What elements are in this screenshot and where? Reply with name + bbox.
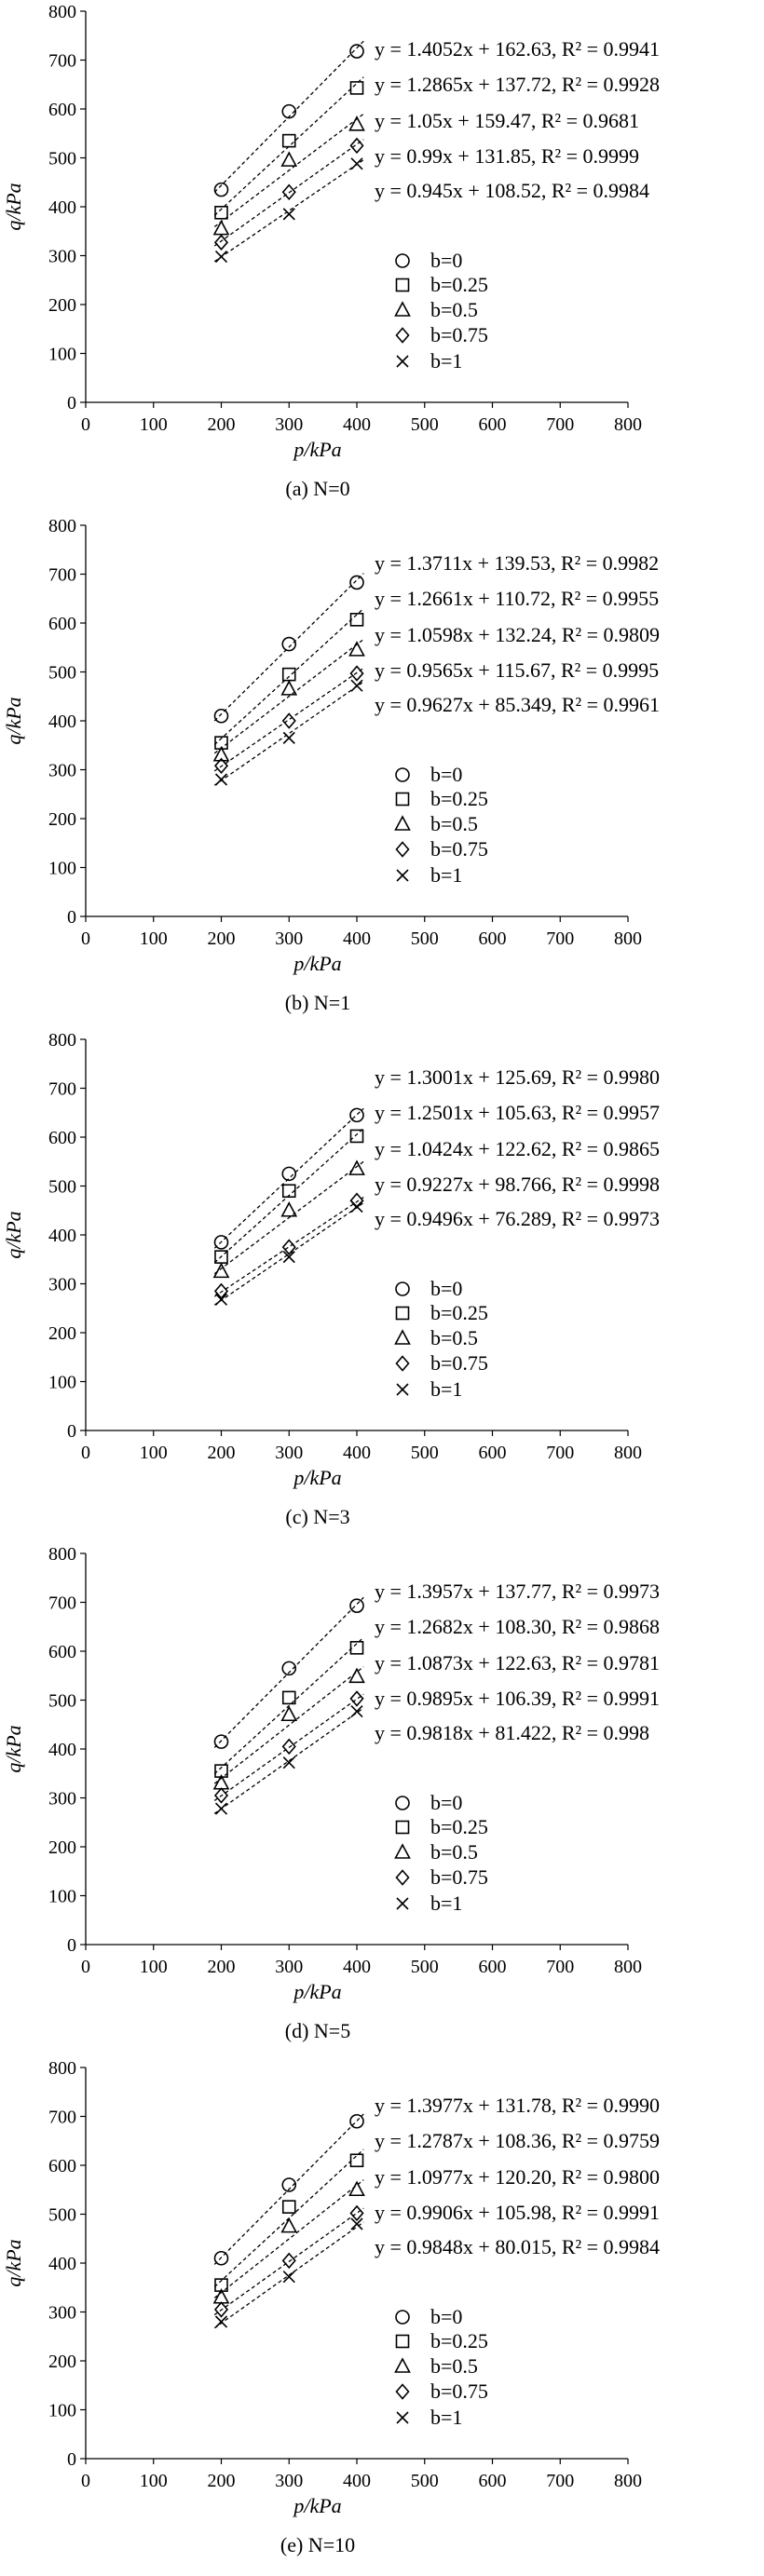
chart-panel-0 (2, 2, 660, 500)
legend-marker-3 (397, 2385, 409, 2399)
chart-panel-4 (2, 2058, 660, 2556)
x-tick-label: 600 (478, 1443, 507, 1463)
y-tick-label: 200 (48, 809, 76, 830)
x-tick-label: 300 (275, 1443, 304, 1463)
legend-label-4: b=1 (430, 863, 463, 887)
data-point-1-2 (351, 1130, 363, 1142)
data-point-4-0 (216, 1294, 227, 1305)
x-tick-label: 700 (546, 2471, 575, 2491)
y-tick-label: 200 (48, 2352, 76, 2372)
fit-line-2 (214, 114, 363, 226)
data-point-4-2 (351, 1706, 362, 1717)
y-axis-title: q/kPa (2, 697, 25, 745)
legend-marker-3 (397, 1871, 409, 1885)
fit-line-3 (214, 1198, 363, 1297)
x-tick-label: 400 (343, 929, 371, 949)
fit-equation-2: y = 1.0424x + 122.62, R² = 0.9865 (375, 1137, 660, 1160)
fit-equation-3: y = 0.99x + 131.85, R² = 0.9999 (375, 144, 639, 168)
data-point-4-0 (216, 2316, 227, 2327)
x-tick-label: 600 (478, 414, 507, 435)
data-point-1-1 (283, 135, 295, 147)
fit-equation-0: y = 1.3001x + 125.69, R² = 0.9980 (375, 1065, 660, 1089)
fit-equation-1: y = 1.2865x + 137.72, R² = 0.9928 (375, 73, 660, 96)
y-tick-label: 500 (48, 1690, 76, 1712)
fit-line-4 (214, 160, 363, 262)
x-tick-label: 500 (410, 929, 439, 949)
y-tick-label: 800 (48, 1030, 76, 1051)
x-tick-label: 800 (614, 2471, 642, 2491)
y-tick-label: 100 (48, 858, 76, 879)
y-tick-label: 500 (48, 1176, 76, 1198)
y-tick-label: 700 (48, 50, 76, 72)
legend-label-1: b=0.25 (430, 787, 488, 810)
x-tick-label: 200 (207, 414, 236, 435)
legend-marker-2 (396, 817, 410, 830)
y-tick-label: 400 (48, 712, 76, 732)
y-tick-label: 300 (48, 1788, 76, 1810)
fit-equation-4: y = 0.9818x + 81.422, R² = 0.998 (375, 1721, 649, 1744)
legend-marker-4 (397, 1898, 408, 1909)
data-point-2-2 (350, 1669, 364, 1682)
legend-marker-0 (396, 1282, 409, 1295)
fit-line-4 (214, 1708, 363, 1813)
fit-equation-0: y = 1.3711x + 139.53, R² = 0.9982 (375, 551, 660, 575)
y-tick-label: 0 (67, 2449, 76, 2470)
legend-marker-0 (396, 768, 409, 781)
legend-label-0: b=0 (430, 1791, 463, 1814)
x-axis-title: p/kPa (293, 952, 342, 975)
fit-equation-1: y = 1.2682x + 108.30, R² = 0.9868 (375, 1615, 660, 1638)
y-axis-title: q/kPa (2, 1725, 25, 1773)
x-tick-label: 0 (81, 1443, 90, 1463)
y-tick-label: 700 (48, 2107, 76, 2128)
x-tick-label: 500 (410, 414, 439, 435)
data-point-2-1 (282, 2219, 296, 2232)
legend-label-1: b=0.25 (430, 1815, 488, 1838)
y-axis-title: q/kPa (2, 2239, 25, 2287)
data-point-4-1 (283, 2271, 294, 2283)
data-point-3-2 (351, 139, 363, 153)
y-tick-label: 200 (48, 1323, 76, 1344)
x-tick-label: 200 (207, 929, 236, 949)
y-tick-label: 400 (48, 1740, 76, 1760)
y-tick-label: 800 (48, 2058, 76, 2079)
legend-label-1: b=0.25 (430, 2329, 488, 2352)
legend-label-1: b=0.25 (430, 273, 488, 296)
data-point-0-2 (350, 2115, 363, 2128)
data-point-0-1 (282, 1167, 295, 1180)
panel-caption: (e) N=10 (280, 2533, 356, 2556)
x-tick-label: 0 (81, 2471, 90, 2491)
x-tick-label: 700 (546, 1443, 575, 1463)
x-tick-label: 500 (410, 1957, 439, 1977)
data-point-1-2 (351, 82, 363, 94)
y-tick-label: 400 (48, 2254, 76, 2274)
y-tick-label: 800 (48, 516, 76, 536)
data-point-0-0 (215, 1735, 228, 1748)
legend-marker-1 (397, 1308, 409, 1320)
legend-marker-3 (397, 1357, 409, 1371)
x-tick-label: 100 (139, 414, 168, 435)
y-tick-label: 300 (48, 1274, 76, 1295)
legend-marker-2 (396, 2359, 410, 2372)
y-tick-label: 500 (48, 148, 76, 169)
fit-equation-1: y = 1.2787x + 108.36, R² = 0.9759 (375, 2129, 660, 2152)
y-tick-label: 600 (48, 614, 76, 634)
fit-line-0 (214, 574, 363, 721)
data-point-3-2 (351, 2206, 363, 2220)
x-tick-label: 400 (343, 414, 371, 435)
x-tick-label: 500 (410, 2471, 439, 2491)
y-tick-label: 500 (48, 662, 76, 684)
x-tick-label: 300 (275, 929, 304, 949)
legend-marker-4 (397, 870, 408, 881)
panel-caption: (b) N=1 (284, 991, 351, 1014)
chart-panel-1 (2, 516, 660, 1014)
fit-equation-4: y = 0.9627x + 85.349, R² = 0.9961 (375, 693, 660, 716)
x-tick-label: 200 (207, 1443, 236, 1463)
legend-label-0: b=0 (430, 1277, 463, 1300)
data-point-2-0 (214, 1264, 228, 1277)
legend-marker-1 (397, 279, 409, 291)
y-tick-label: 100 (48, 1372, 76, 1393)
fit-equation-2: y = 1.0873x + 122.63, R² = 0.9781 (375, 1651, 660, 1674)
fit-equation-4: y = 0.9496x + 76.289, R² = 0.9973 (375, 1207, 660, 1230)
legend-label-3: b=0.75 (430, 837, 488, 861)
y-tick-label: 800 (48, 1544, 76, 1565)
fit-line-0 (214, 2114, 363, 2264)
x-tick-label: 100 (139, 1957, 168, 1977)
legend-label-3: b=0.75 (430, 323, 488, 346)
fit-equation-0: y = 1.3957x + 137.77, R² = 0.9973 (375, 1579, 660, 1603)
data-point-1-2 (351, 1642, 363, 1654)
y-tick-label: 0 (67, 1935, 76, 1956)
y-tick-label: 400 (48, 1226, 76, 1246)
fit-line-3 (214, 140, 363, 246)
fit-equation-0: y = 1.4052x + 162.63, R² = 0.9941 (375, 37, 660, 61)
legend-marker-3 (397, 329, 409, 343)
fit-equation-3: y = 0.9565x + 115.67, R² = 0.9995 (375, 658, 660, 682)
data-point-4-0 (216, 774, 227, 785)
x-tick-label: 600 (478, 1957, 507, 1977)
data-point-1-1 (283, 669, 295, 681)
x-tick-label: 600 (478, 2471, 507, 2491)
y-tick-label: 800 (48, 2, 76, 22)
x-tick-label: 500 (410, 1443, 439, 1463)
legend-label-0: b=0 (430, 249, 463, 272)
x-tick-label: 400 (343, 1443, 371, 1463)
fit-equation-1: y = 1.2501x + 105.63, R² = 0.9957 (375, 1101, 660, 1124)
fit-equation-3: y = 0.9227x + 98.766, R² = 0.9998 (375, 1173, 660, 1196)
x-axis-title: p/kPa (293, 2494, 342, 2517)
legend-marker-0 (396, 254, 409, 267)
x-tick-label: 0 (81, 929, 90, 949)
fit-equation-3: y = 0.9906x + 105.98, R² = 0.9991 (375, 2201, 660, 2224)
data-point-4-0 (216, 251, 227, 263)
y-tick-label: 600 (48, 1128, 76, 1148)
data-point-0-2 (350, 576, 363, 589)
x-tick-label: 400 (343, 2471, 371, 2491)
x-tick-label: 400 (343, 1957, 371, 1977)
legend-label-3: b=0.75 (430, 2379, 488, 2403)
y-axis-title: q/kPa (2, 183, 25, 231)
x-tick-label: 700 (546, 414, 575, 435)
fit-equation-2: y = 1.0977x + 120.20, R² = 0.9800 (375, 2165, 660, 2189)
legend-label-1: b=0.25 (430, 1301, 488, 1324)
fit-line-3 (214, 1694, 363, 1800)
y-tick-label: 600 (48, 2156, 76, 2176)
legend-marker-2 (396, 1845, 410, 1858)
legend-marker-4 (397, 356, 408, 367)
legend-label-0: b=0 (430, 2305, 463, 2328)
fit-line-1 (214, 608, 363, 744)
data-point-3-1 (283, 1740, 295, 1754)
y-tick-label: 200 (48, 295, 76, 316)
x-tick-label: 800 (614, 1443, 642, 1463)
legend-marker-1 (397, 793, 409, 806)
x-tick-label: 200 (207, 1957, 236, 1977)
data-point-4-2 (351, 680, 362, 691)
legend-marker-3 (397, 843, 409, 857)
fit-equation-2: y = 1.05x + 159.47, R² = 0.9681 (375, 109, 639, 132)
x-tick-label: 100 (139, 1443, 168, 1463)
data-point-2-2 (350, 2182, 364, 2195)
legend-label-4: b=1 (430, 1891, 463, 1915)
x-tick-label: 100 (139, 2471, 168, 2491)
x-tick-label: 600 (478, 929, 507, 949)
y-tick-label: 300 (48, 2302, 76, 2324)
y-tick-label: 600 (48, 1642, 76, 1662)
x-tick-label: 0 (81, 414, 90, 435)
legend-marker-4 (397, 1384, 408, 1395)
panel-caption: (a) N=0 (285, 477, 350, 500)
chart-panel-2 (2, 1030, 660, 1528)
x-tick-label: 0 (81, 1957, 90, 1977)
y-tick-label: 300 (48, 760, 76, 781)
data-point-2-1 (282, 153, 296, 166)
data-point-1-1 (283, 2201, 295, 2213)
legend-marker-1 (397, 2336, 409, 2348)
x-axis-title: p/kPa (293, 1980, 342, 2003)
x-tick-label: 300 (275, 414, 304, 435)
data-point-0-0 (215, 710, 228, 723)
y-tick-label: 0 (67, 907, 76, 928)
chart-panel-3 (2, 1544, 660, 2042)
fit-line-2 (214, 639, 363, 752)
x-tick-label: 800 (614, 929, 642, 949)
fit-equation-3: y = 0.9895x + 106.39, R² = 0.9991 (375, 1687, 660, 1710)
x-tick-label: 100 (139, 929, 168, 949)
legend-label-3: b=0.75 (430, 1351, 488, 1375)
legend-label-0: b=0 (430, 763, 463, 786)
data-point-0-1 (282, 638, 295, 651)
legend-marker-2 (396, 303, 410, 316)
fit-equation-4: y = 0.945x + 108.52, R² = 0.9984 (375, 179, 649, 202)
data-point-3-1 (283, 2254, 295, 2268)
x-tick-label: 800 (614, 414, 642, 435)
y-tick-label: 100 (48, 2400, 76, 2421)
legend-marker-4 (397, 2412, 408, 2423)
data-point-4-2 (351, 158, 362, 169)
data-point-0-2 (350, 45, 363, 58)
data-point-0-2 (350, 1108, 363, 1121)
y-tick-label: 500 (48, 2204, 76, 2226)
legend-label-4: b=1 (430, 2406, 463, 2429)
fit-equation-0: y = 1.3977x + 131.78, R² = 0.9990 (375, 2094, 660, 2117)
legend-label-2: b=0.5 (430, 1326, 478, 1349)
y-tick-label: 300 (48, 246, 76, 267)
legend-marker-0 (396, 2311, 409, 2324)
fit-line-3 (214, 2208, 363, 2314)
y-axis-title: q/kPa (2, 1211, 25, 1259)
y-tick-label: 700 (48, 1593, 76, 1614)
x-tick-label: 700 (546, 1957, 575, 1977)
data-point-4-2 (351, 1201, 362, 1213)
y-tick-label: 0 (67, 393, 76, 414)
data-point-3-2 (351, 1691, 363, 1705)
x-tick-label: 800 (614, 1957, 642, 1977)
y-tick-label: 400 (48, 197, 76, 218)
y-tick-label: 600 (48, 100, 76, 120)
panel-caption: (d) N=5 (284, 2019, 351, 2042)
fit-line-4 (214, 682, 363, 785)
x-axis-title: p/kPa (293, 438, 342, 461)
data-point-3-1 (283, 714, 295, 728)
x-tick-label: 700 (546, 929, 575, 949)
fit-line-2 (214, 1667, 363, 1784)
data-point-0-2 (350, 1599, 363, 1612)
fit-equation-1: y = 1.2661x + 110.72, R² = 0.9955 (375, 587, 660, 610)
data-point-4-1 (283, 1757, 294, 1769)
legend-marker-2 (396, 1331, 410, 1344)
panel-caption: (c) N=3 (285, 1505, 350, 1528)
fit-equation-2: y = 1.0598x + 132.24, R² = 0.9809 (375, 623, 660, 646)
fit-line-3 (214, 668, 363, 770)
data-point-2-0 (214, 222, 228, 235)
x-tick-label: 300 (275, 2471, 304, 2491)
legend-label-2: b=0.5 (430, 298, 478, 321)
y-tick-label: 0 (67, 1421, 76, 1442)
x-tick-label: 300 (275, 1957, 304, 1977)
y-tick-label: 700 (48, 1078, 76, 1100)
data-point-1-2 (351, 2154, 363, 2166)
legend-label-2: b=0.5 (430, 812, 478, 835)
fit-equation-4: y = 0.9848x + 80.015, R² = 0.9984 (375, 2235, 660, 2258)
legend-label-4: b=1 (430, 1377, 463, 1401)
data-point-4-1 (283, 209, 294, 220)
data-point-4-0 (216, 1803, 227, 1814)
legend-label-2: b=0.5 (430, 1840, 478, 1864)
x-tick-label: 200 (207, 2471, 236, 2491)
y-tick-label: 100 (48, 1886, 76, 1907)
legend-marker-0 (396, 1796, 409, 1810)
legend-label-4: b=1 (430, 349, 463, 373)
y-tick-label: 100 (48, 344, 76, 365)
fit-line-4 (214, 2222, 363, 2328)
legend-marker-1 (397, 1822, 409, 1834)
x-axis-title: p/kPa (293, 1466, 342, 1489)
legend-label-2: b=0.5 (430, 2354, 478, 2378)
fit-line-1 (214, 1128, 363, 1262)
legend-label-3: b=0.75 (430, 1865, 488, 1889)
fit-line-2 (214, 2180, 363, 2298)
y-tick-label: 700 (48, 564, 76, 586)
y-tick-label: 200 (48, 1837, 76, 1858)
data-point-4-1 (283, 732, 294, 743)
